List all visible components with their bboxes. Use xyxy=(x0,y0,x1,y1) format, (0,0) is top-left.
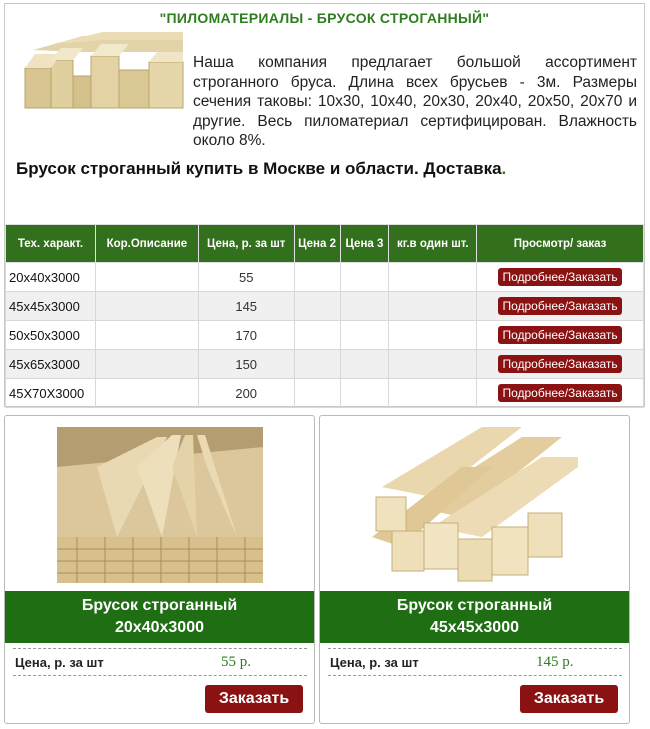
cell-price3 xyxy=(340,379,389,408)
cell-desc xyxy=(95,263,198,292)
details-order-button[interactable]: Подробнее/Заказать xyxy=(498,326,621,344)
table-row xyxy=(6,263,644,292)
cell-action xyxy=(477,350,644,379)
price-label: Цена, р. за шт xyxy=(330,655,419,670)
col-kg: кг.в один шт. xyxy=(389,225,477,263)
card-price-row xyxy=(328,648,622,676)
card-title-name: Брусок строганный xyxy=(81,597,238,614)
price-value: 145 р. xyxy=(536,654,574,670)
col-price: Цена, р. за шт xyxy=(198,225,294,263)
product-card xyxy=(319,415,630,724)
cell-action xyxy=(477,379,644,408)
cell-price3 xyxy=(340,321,389,350)
details-order-button[interactable]: Подробнее/Заказать xyxy=(498,268,621,286)
product-panel xyxy=(4,3,645,407)
card-title[interactable] xyxy=(320,591,629,643)
page-title: "ПИЛОМАТЕРИАЛЫ - БРУСОК СТРОГАННЫЙ" xyxy=(159,10,490,26)
cell-price2 xyxy=(294,379,340,408)
cell-price: 200 xyxy=(198,379,294,408)
cell-spec: 45х65х3000 xyxy=(6,350,96,379)
table-row xyxy=(6,321,644,350)
cell-action xyxy=(477,263,644,292)
col-spec: Тех. характ. xyxy=(6,225,96,263)
cell-price: 150 xyxy=(198,350,294,379)
cell-price3 xyxy=(340,292,389,321)
table-row xyxy=(6,350,644,379)
details-order-button[interactable]: Подробнее/Заказать xyxy=(498,384,621,402)
cell-action xyxy=(477,321,644,350)
details-order-button[interactable]: Подробнее/Заказать xyxy=(498,297,621,315)
order-button[interactable]: Заказать xyxy=(520,685,618,713)
cell-desc xyxy=(95,321,198,350)
cell-price3 xyxy=(340,350,389,379)
cell-price: 170 xyxy=(198,321,294,350)
planks-stack-image[interactable] xyxy=(57,427,263,583)
price-label: Цена, р. за шт xyxy=(15,655,104,670)
bars-image[interactable] xyxy=(372,427,578,583)
cell-price2 xyxy=(294,350,340,379)
order-button[interactable]: Заказать xyxy=(205,685,303,713)
cell-kg xyxy=(389,321,477,350)
cell-kg xyxy=(389,263,477,292)
cell-desc xyxy=(95,292,198,321)
cell-price2 xyxy=(294,263,340,292)
cell-action xyxy=(477,292,644,321)
table-header-row xyxy=(6,225,644,263)
cell-spec: 50х50х3000 xyxy=(6,321,96,350)
buy-subheading xyxy=(16,159,506,179)
cell-spec: 45х45х3000 xyxy=(6,292,96,321)
lumber-stack-image xyxy=(23,32,185,110)
price-value: 55 р. xyxy=(221,654,251,670)
cell-desc xyxy=(95,350,198,379)
details-order-button[interactable]: Подробнее/Заказать xyxy=(498,355,621,373)
cell-desc xyxy=(95,379,198,408)
intro-text: Наша компания предлагает большой ассортимент строганного бруса. Длина всех брусьев - 3м. Размеры сечения таковы: 10х30, 10х40, 20х30, 20х40, 20х50, 20х70 и другие. Весь пиломатериал сертифицирован. Влажность около 8%. xyxy=(193,54,637,149)
price-table xyxy=(5,224,644,408)
table-row xyxy=(6,292,644,321)
col-price3: Цена 3 xyxy=(340,225,389,263)
card-title-name: Брусок строганный xyxy=(396,597,553,614)
subhead-dot: . xyxy=(501,159,507,178)
cell-kg xyxy=(389,379,477,408)
cell-spec: 20х40х3000 xyxy=(6,263,96,292)
cell-price2 xyxy=(294,321,340,350)
table-row xyxy=(6,379,644,408)
card-title-size: 45х45х3000 xyxy=(430,619,519,636)
cell-price: 55 xyxy=(198,263,294,292)
subhead-text: Брусок строганный купить в Москве и области. Доставка xyxy=(16,159,502,178)
product-card xyxy=(4,415,315,724)
card-title[interactable] xyxy=(5,591,314,643)
cell-kg xyxy=(389,292,477,321)
cell-price2 xyxy=(294,292,340,321)
col-price2: Цена 2 xyxy=(294,225,340,263)
card-price-row xyxy=(13,648,307,676)
cell-kg xyxy=(389,350,477,379)
card-title-size: 20х40х3000 xyxy=(115,619,204,636)
cell-spec: 45X70X3000 xyxy=(6,379,96,408)
col-action: Просмотр/ заказ xyxy=(477,225,644,263)
cell-price3 xyxy=(340,263,389,292)
col-desc: Кор.Описание xyxy=(95,225,198,263)
cell-price: 145 xyxy=(198,292,294,321)
